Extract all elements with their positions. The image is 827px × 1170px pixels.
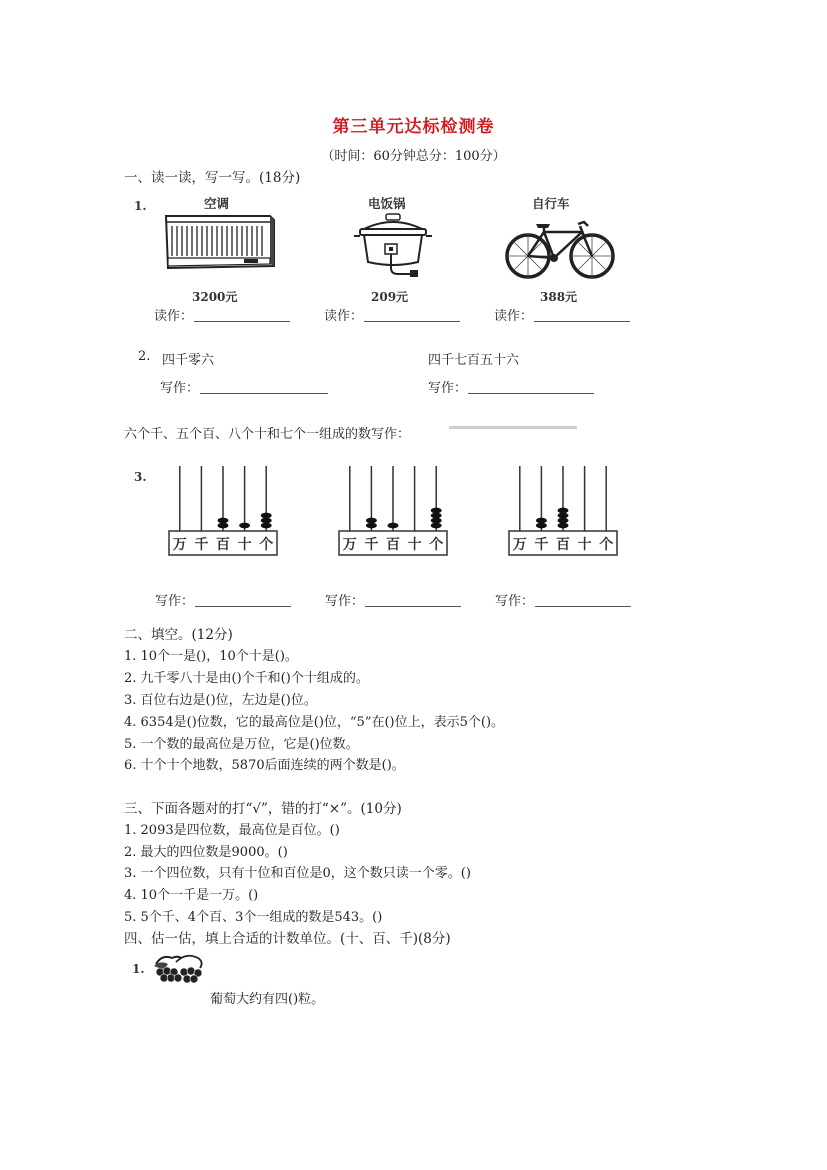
abacus-place-label: 十 — [407, 537, 422, 553]
abacus-place-label: 个 — [429, 537, 444, 553]
item-label-rice-cooker: 电饭锅 — [368, 196, 406, 211]
section1-heading: 一、读一读，写一写。(18分) — [124, 170, 301, 186]
section3-heading: 三、下面各题对的打“√”，错的打“×”。(10分) — [124, 801, 402, 817]
abacus-bead — [536, 518, 547, 524]
s2-question-2: 2. 九千零八十是由()个千和()个十组成的。 — [124, 671, 369, 686]
item-label-aircon: 空调 — [204, 196, 230, 211]
abacus-bead — [558, 513, 569, 519]
abacus-bead — [431, 518, 442, 524]
abacus-bead — [261, 523, 272, 529]
answer-line-abacus1[interactable] — [195, 606, 291, 607]
abacus-bead — [261, 513, 272, 519]
price-bicycle: 388元 — [540, 290, 578, 304]
abacus-bead — [366, 523, 377, 529]
abacus-bead — [239, 523, 250, 529]
q2-left-text: 四千零六 — [162, 353, 215, 368]
page-title: 第三单元达标检测卷 — [332, 117, 495, 137]
item-label-bicycle: 自行车 — [532, 196, 570, 211]
abacus-bead — [261, 518, 272, 524]
abacus1-write-label: 写作： — [155, 594, 195, 609]
abacus-place-label: 千 — [194, 537, 209, 553]
abacus-bead — [218, 523, 229, 529]
s3-question-5: 5. 5个千、4个百、3个一组成的数是543。() — [124, 910, 383, 925]
s2-question-1: 1. 10个一是()，10个十是()。 — [124, 649, 298, 664]
answer-line-abacus3[interactable] — [535, 606, 631, 607]
abacus-place-label: 个 — [259, 537, 274, 553]
abacus-1 — [169, 466, 277, 555]
abacus-bead — [558, 508, 569, 514]
abacus-bead — [431, 523, 442, 529]
abacus2-write-label: 写作： — [325, 594, 365, 609]
abacus-place-label: 十 — [237, 537, 252, 553]
answer-line-abacus2[interactable] — [365, 606, 461, 607]
abacus-bead — [536, 523, 547, 529]
abacus-bead — [388, 523, 399, 529]
s2-question-3: 3. 百位右边是()位，左边是()位。 — [124, 693, 317, 708]
read-label-bicycle: 读作： — [494, 309, 534, 324]
abacus-place-label: 万 — [172, 537, 187, 553]
read-label-rice-cooker: 读作： — [324, 309, 364, 324]
abacus-bead — [366, 518, 377, 524]
q2-left-write-label: 写作： — [160, 381, 200, 396]
abacus-place-label: 百 — [216, 537, 230, 553]
section4-heading: 四、估一估，填上合适的计数单位。(十、百、千)(8分) — [124, 931, 451, 947]
abacus-2 — [339, 466, 447, 555]
s4-q1-number: 1. — [132, 962, 145, 976]
s2-question-6: 6. 十个十个地数，5870后面连续的两个数是()。 — [124, 758, 405, 773]
s3-question-1: 1. 2093是四位数，最高位是百位。() — [124, 823, 340, 838]
s4-question-1: 葡萄大约有四()粒。 — [210, 992, 325, 1007]
abacus3-write-label: 写作： — [495, 594, 535, 609]
s2-question-5: 5. 一个数的最高位是万位，它是()位数。 — [124, 737, 359, 752]
q3-number: 3. — [134, 470, 147, 484]
q2-number: 2. — [138, 349, 151, 364]
abacus-place-label: 万 — [342, 537, 357, 553]
abacus-place-label: 千 — [534, 537, 549, 553]
read-label-aircon: 读作： — [154, 309, 194, 324]
s3-question-4: 4. 10个一千是一万。() — [124, 888, 259, 903]
compose-question: 六个千、五个百、八个十和七个一组成的数写作： — [124, 427, 411, 442]
s3-question-2: 2. 最大的四位数是9000。() — [124, 845, 288, 860]
abacus-place-label: 个 — [599, 537, 614, 553]
q2-right-text: 四千七百五十六 — [428, 353, 520, 368]
abacus-bead — [431, 508, 442, 514]
abacus-place-label: 百 — [386, 537, 400, 553]
abacus-place-label: 百 — [556, 537, 570, 553]
page-subtitle: （时间：60分钟总分：100分） — [321, 149, 506, 164]
abacus-bead — [431, 513, 442, 519]
price-aircon: 3200元 — [192, 290, 238, 304]
abacus-bead — [218, 518, 229, 524]
q1-number: 1. — [134, 199, 147, 213]
abacus-3 — [509, 466, 617, 555]
s2-question-4: 4. 6354是()位数，它的最高位是()位，“5”在()位上，表示5个()。 — [124, 715, 505, 730]
abacus-bead — [558, 518, 569, 524]
abacus-place-label: 千 — [364, 537, 379, 553]
grapes-icon — [150, 952, 206, 984]
abacus-place-label: 十 — [577, 537, 592, 553]
q2-right-write-label: 写作： — [428, 381, 468, 396]
abacus-place-label: 万 — [512, 537, 527, 553]
section2-heading: 二、填空。(12分) — [124, 627, 233, 643]
s3-question-3: 3. 一个四位数，只有十位和百位是0，这个数只读一个零。() — [124, 866, 471, 881]
price-rice-cooker: 209元 — [371, 290, 409, 304]
abacus-bead — [558, 523, 569, 529]
